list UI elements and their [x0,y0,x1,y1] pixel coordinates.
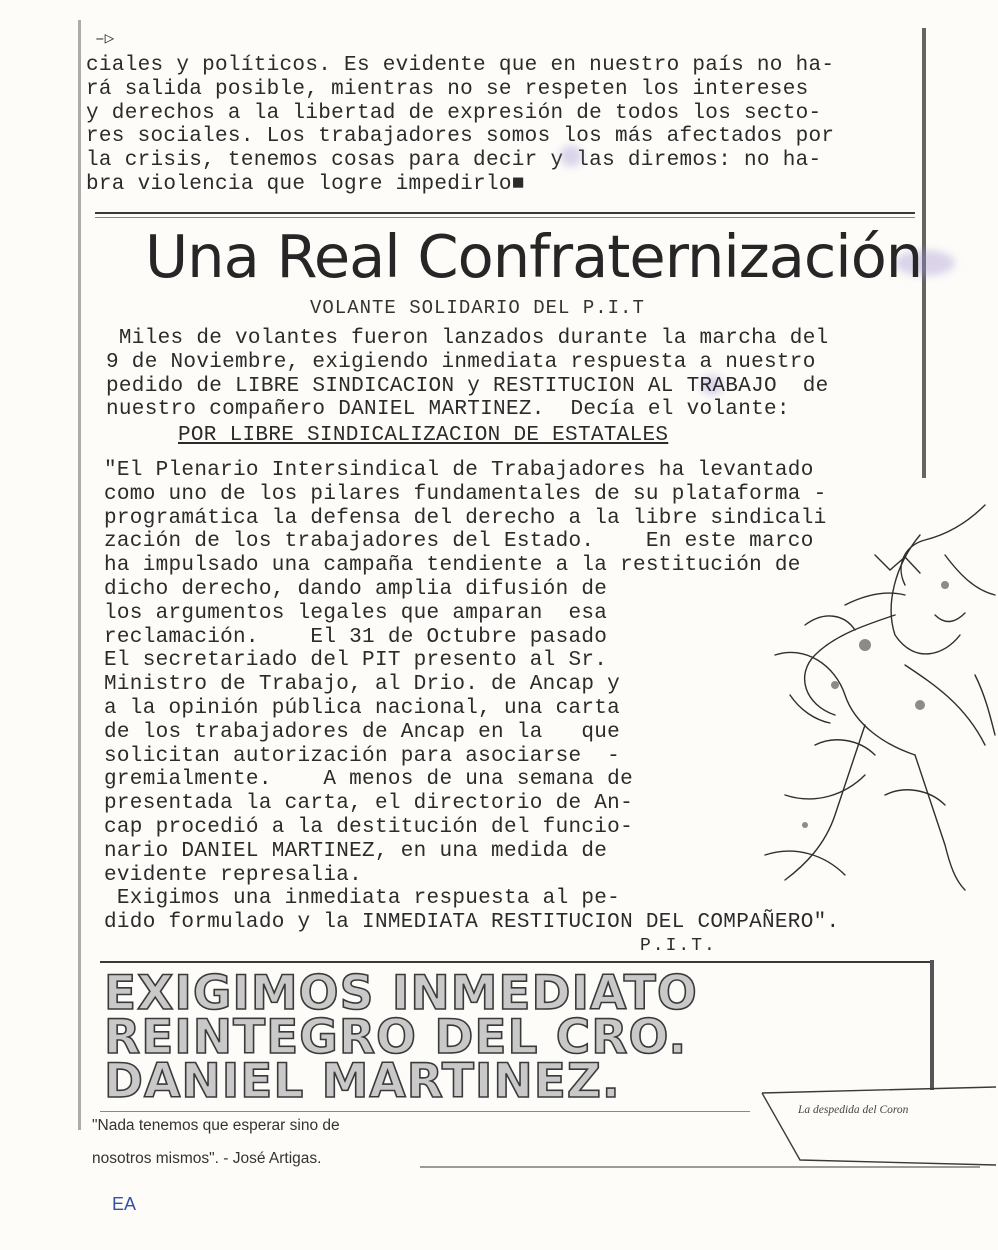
top-line: ciales y políticos. Es evidente que en nuestro país no ha- [86,54,835,77]
banner-frame-edge [930,960,934,1090]
divider-rule [95,212,915,214]
quote-line: dido formulado y la INMEDIATA RESTITUCION DEL COMPAÑERO". [104,911,840,935]
top-line: rá salida posible, mientras no se respeten los intereses [86,77,809,101]
banner-line: DANIEL MARTINEZ. [104,1054,621,1109]
intro-line: 9 de Noviembre, exigiendo inmediata respuesta a nuestro [106,350,816,374]
headline: Una Real Confraternización [145,222,923,291]
banner-line: EXIGIMOS INMEDIATO [104,966,698,1021]
quote-line: cap procedió a la destitución del funcio- [104,815,633,839]
quote-line: evidente represalia. [104,863,363,887]
illustration-caption: La despedida del Coron [798,1104,909,1116]
intro-paragraph [106,327,829,422]
intro-line: nuestro compañero DANIEL MARTINEZ. Decía el volante: [106,398,790,422]
handwritten-initials: EA [112,1194,137,1214]
quote-line: Exigimos una inmediata respuesta al pe- [104,887,621,911]
subtitle: VOLANTE SOLIDARIO DEL P.I.T [310,297,645,319]
quote-line: los argumentos legales que amparan esa [104,601,608,625]
signature: P.I.T. [640,936,717,956]
divider-rule [95,217,915,218]
quote-line: nario DANIEL MARTINEZ, en una medida de [104,839,608,863]
quote-line: "El Plenario Intersindical de Trabajadores ha levantado [104,459,814,482]
divider-rule [100,961,930,963]
quote-line: a la opinión pública nacional, una carta [104,696,621,720]
intro-line: pedido de LIBRE SINDICACION y RESTITUCION AL TRABAJO de [106,374,829,398]
arrow-mark: –▷ [95,30,115,48]
banner-line: REINTEGRO DEL CRO. [104,1010,688,1065]
quote-line: El secretariado del PIT presento al Sr. [104,649,608,673]
quote-line: gremialmente. A menos de una semana de [104,768,633,792]
underlined-heading: POR LIBRE SINDICALIZACION DE ESTATALES [178,424,669,447]
quote-line: dicho derecho, dando amplia difusión de [104,577,608,601]
top-paragraph [86,54,834,197]
quote-line: como uno de los pilares fundamentales de su plataforma - [104,482,827,506]
quote-line: zación de los trabajadores del Estado. En este marco [104,530,814,554]
top-line: bra violencia que logre impedirlo [86,172,512,196]
top-line: y derechos a la libertad de expresión de todos los secto- [86,101,822,125]
top-line: la crisis, tenemos cosas para decir y las diremos: no ha- [86,149,822,173]
quote-line: presentada la carta, el directorio de An- [104,792,633,816]
quote-line: reclamación. El 31 de Octubre pasado [104,625,608,649]
quote-line: Ministro de Trabajo, al Drio. de Ancap y [104,673,621,697]
top-line: res sociales. Los trabajadores somos los más afectados por [86,125,835,149]
quote-line: de los trabajadores de Ancap en la que [104,720,621,744]
intro-line: Miles de volantes fueron lanzados durante la marcha del [106,327,829,350]
artigas-quote-line1: "Nada tenemos que esperar sino de [92,1117,340,1134]
quote-paragraph [104,459,839,935]
ink-stain [560,145,582,167]
page-left-edge [78,20,81,1130]
end-mark: ■ [511,172,525,196]
divider-rule [100,1111,750,1112]
demand-banner [104,966,698,1109]
caption-frame [760,1085,998,1175]
artigas-quote-line2: nosotros mismos". - José Artigas. [92,1150,322,1167]
quote-line: solicitan autorización para asociarse - [104,744,621,768]
quote-line: ha impulsado una campaña tendiente a la restitución de [104,554,801,578]
quote-line: programática la defensa del derecho a la libre sindicali [104,506,827,530]
horseman-illustration [745,495,998,900]
